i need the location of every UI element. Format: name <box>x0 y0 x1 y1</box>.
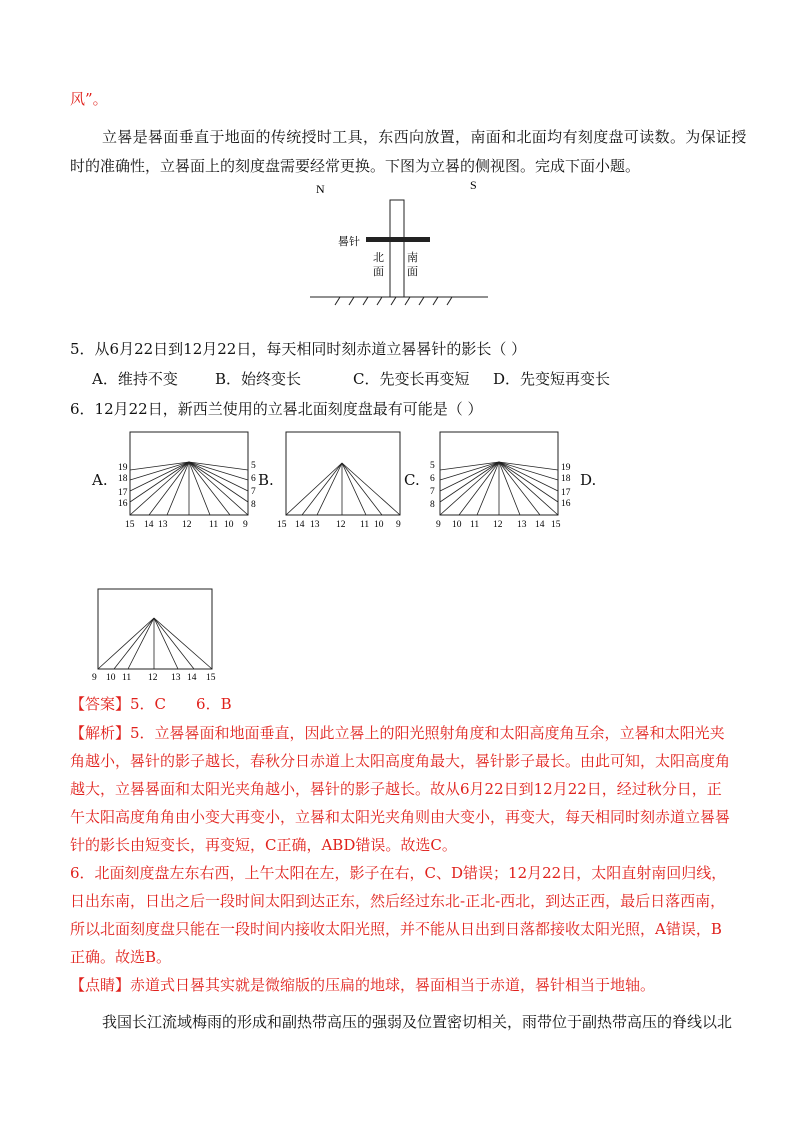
q6-option-b-dial[interactable] <box>272 428 412 530</box>
tip-line <box>70 975 655 995</box>
tip-tag: 【点睛】 <box>70 976 131 994</box>
q6-option-c-letter[interactable]: C. <box>404 471 420 489</box>
c-bottom-label-11: 11 <box>470 520 480 530</box>
analysis-line-3: 越大，立晷晷面和太阳光夹角越小，晷针的影子越长。故从6月22日到12月22日，经过秋分日，正 <box>70 780 722 798</box>
q6-option-a-letter[interactable]: A. <box>92 471 108 489</box>
q6-option-c-dial[interactable] <box>422 428 582 530</box>
a-bottom-label-9: 9 <box>243 520 248 530</box>
north-face-label-2: 面 <box>373 266 384 278</box>
d-bottom-label-14: 14 <box>187 673 197 683</box>
q6-option-d-letter[interactable]: D. <box>580 471 597 489</box>
d-bottom-label-10: 10 <box>106 673 116 683</box>
question-5: 5．从6月22日到12月22日，每天相同时刻赤道立晷晷针的影长（ ） <box>70 340 527 358</box>
tip-text: 赤道式日晷其实就是微缩版的压扁的地球，晷面相当于赤道，晷针相当于地轴。 <box>130 976 656 994</box>
sundial-side-view-figure <box>300 175 500 315</box>
a-bottom-label-13: 13 <box>158 520 168 530</box>
b-bottom-label-10: 10 <box>374 520 384 530</box>
a-right-label-7: 7 <box>251 487 256 497</box>
answer-tag: 【答案】 <box>70 695 131 713</box>
answer-line <box>70 694 232 714</box>
analysis-tag: 【解析】 <box>70 724 131 742</box>
d-bottom-label-13: 13 <box>171 673 181 683</box>
south-face-label-1: 南 <box>407 252 418 264</box>
b-bottom-label-9: 9 <box>396 520 401 530</box>
b-bottom-label-15: 15 <box>277 520 287 530</box>
analysis-line-9: 正确。故选B。 <box>70 948 172 966</box>
needle-label: 晷针 <box>338 236 360 248</box>
q6-option-a-dial[interactable] <box>112 428 272 530</box>
d-bottom-label-9: 9 <box>92 673 97 683</box>
c-left-label-5: 5 <box>430 461 435 471</box>
next-paragraph-line: 我国长江流域梅雨的形成和副热带高压的强弱及位置密切相关，雨带位于副热带高压的脊线以北 <box>102 1013 733 1031</box>
analysis-line-1 <box>70 723 725 743</box>
a-left-label-18: 18 <box>118 474 128 484</box>
c-bottom-label-14: 14 <box>535 520 545 530</box>
analysis-line-8: 所以北面刻度盘只能在一段时间内接收太阳光照，并不能从日出到日落都接收太阳光照，A错误，B <box>70 920 722 938</box>
c-bottom-label-15: 15 <box>551 520 561 530</box>
c-bottom-label-9: 9 <box>436 520 441 530</box>
a-right-label-6: 6 <box>251 474 256 484</box>
b-bottom-label-12: 12 <box>336 520 346 530</box>
answer-text: 5．C 6．B <box>130 695 232 713</box>
analysis-line-4: 午太阳高度角角由小变大再变小，立晷和太阳光夹角则由大变小，再变大，每天相同时刻赤道立晷晷 <box>70 808 731 826</box>
analysis-q5-text-1: 5．立晷晷面和地面垂直，因此立晷上的阳光照射角度和太阳高度角互余，立晷和太阳光夹 <box>130 724 725 742</box>
b-bottom-label-14: 14 <box>295 520 305 530</box>
a-left-label-19: 19 <box>118 463 128 473</box>
d-bottom-label-15: 15 <box>206 673 216 683</box>
q5-option-b[interactable]: B．始终变长 <box>215 370 302 388</box>
a-bottom-label-11: 11 <box>209 520 219 530</box>
d-bottom-label-12: 12 <box>148 673 158 683</box>
a-bottom-label-15: 15 <box>125 520 135 530</box>
c-bottom-label-12: 12 <box>493 520 503 530</box>
b-bottom-label-11: 11 <box>360 520 370 530</box>
a-bottom-label-12: 12 <box>182 520 192 530</box>
north-label: N <box>316 182 325 196</box>
d-bottom-label-11: 11 <box>122 673 132 683</box>
q6-option-b-letter[interactable]: B. <box>258 471 274 489</box>
q5-option-c[interactable]: C．先变长再变短 <box>353 370 470 388</box>
c-bottom-label-13: 13 <box>517 520 527 530</box>
analysis-line-7: 日出东南，日出之后一段时间太阳到达正东，然后经过东北-正北-西北，到达正西，最后日落西南， <box>70 892 726 910</box>
c-left-label-7: 7 <box>430 487 435 497</box>
c-right-label-16: 16 <box>561 499 571 509</box>
analysis-line-5: 针的影长由短变长，再变短，C正确，ABD错误。故选C。 <box>70 836 457 854</box>
a-right-label-5: 5 <box>251 461 256 471</box>
north-face-label-1: 北 <box>373 252 384 264</box>
b-bottom-label-13: 13 <box>310 520 320 530</box>
c-right-label-18: 18 <box>561 474 571 484</box>
c-right-label-17: 17 <box>561 488 571 498</box>
question-6: 6．12月22日，新西兰使用的立晷北面刻度盘最有可能是（ ） <box>70 400 483 418</box>
ground-hatching <box>335 297 452 305</box>
continued-text: 风”。 <box>70 90 108 108</box>
gnomon-plate <box>390 200 404 297</box>
needle-bar <box>366 237 430 242</box>
analysis-line-6: 6．北面刻度盘左东右西，上午太阳在左，影子在右，C、D错误；12月22日，太阳直射南回归线， <box>70 864 727 882</box>
c-left-label-6: 6 <box>430 474 435 484</box>
q5-option-d[interactable]: D．先变短再变长 <box>493 370 611 388</box>
q6-option-d-dial[interactable] <box>88 585 228 685</box>
c-left-label-8: 8 <box>430 500 435 510</box>
a-left-label-17: 17 <box>118 488 128 498</box>
south-label: S <box>470 178 477 192</box>
c-bottom-label-10: 10 <box>452 520 462 530</box>
a-left-label-16: 16 <box>118 499 128 509</box>
intro-line-1: 立晷是晷面垂直于地面的传统授时工具，东西向放置，南面和北面均有刻度盘可读数。为保证授 <box>102 128 747 146</box>
c-right-label-19: 19 <box>561 463 571 473</box>
a-right-label-8: 8 <box>251 500 256 510</box>
intro-line-2: 时的准确性，立晷面上的刻度盘需要经常更换。下图为立晷的侧视图。完成下面小题。 <box>70 157 641 175</box>
a-bottom-label-10: 10 <box>224 520 234 530</box>
a-bottom-label-14: 14 <box>144 520 154 530</box>
analysis-line-2: 角越小，晷针的影子越长，春秋分日赤道上太阳高度角最大，晷针影子最长。由此可知，太阳高度角 <box>70 752 731 770</box>
south-face-label-2: 面 <box>407 266 418 278</box>
q5-option-a[interactable]: A．维持不变 <box>92 370 178 388</box>
